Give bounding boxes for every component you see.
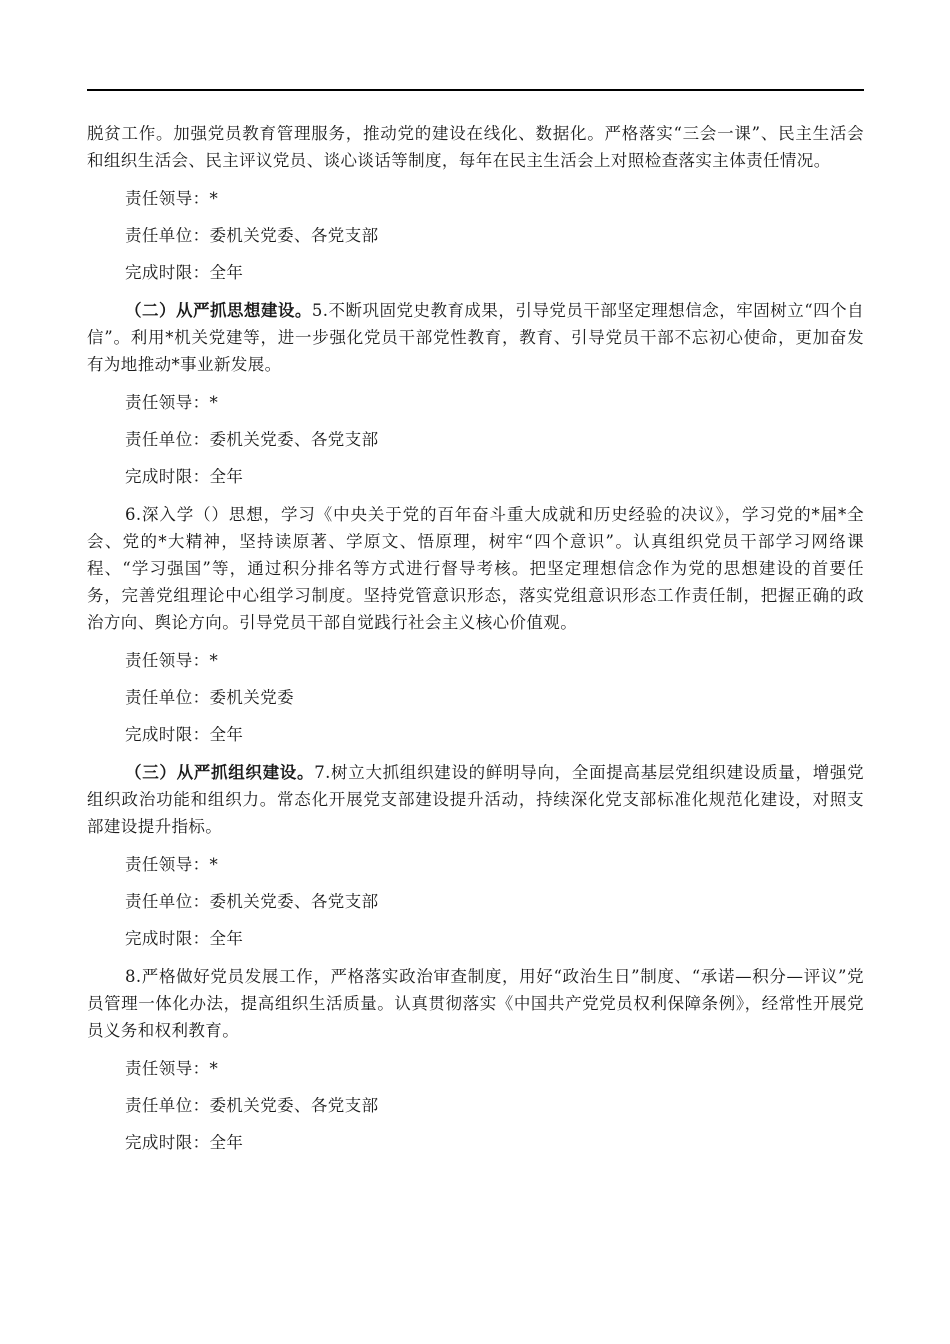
paragraph (87, 759, 864, 840)
responsible-leader: 责任领导：* (125, 189, 219, 208)
paragraph: 脱贫工作。加强党员教育管理服务，推动党的建设在线化、数据化。严格落实“三会一课”、民主生活会和组织生活会、民主评议党员、谈心谈话等制度，每年在民主生活会上对照检查落实主体责任情况。 (87, 124, 864, 170)
deadline: 完成时限：全年 (125, 467, 244, 486)
section-heading: （三）从严抓组织建设。 (125, 763, 315, 782)
responsible-leader: 责任领导：* (125, 855, 219, 874)
responsible-leader: 责任领导：* (125, 1059, 219, 1078)
paragraph-text: 7.树立大抓组织建设的鲜明导向，全面提高基层党组织建设质量，增强党组织政治功能和组织力。常态化开展党支部建设提升活动，持续深化党支部标准化规范化建设，对照支部建设提升指标。 (87, 763, 864, 836)
responsible-unit: 责任单位：委机关党委、各党支部 (125, 430, 379, 449)
deadline: 完成时限：全年 (125, 263, 244, 282)
paragraph (87, 297, 864, 378)
header-rule (87, 89, 864, 91)
paragraph-text: 5.不断巩固党史教育成果，引导党员干部坚定理想信念，牢固树立“四个自信”。利用*机关党建等，进一步强化党员干部党性教育，教育、引导党员干部不忘初心使命，更加奋发有为地推动*事业新发展。 (87, 301, 865, 374)
responsible-unit: 责任单位：委机关党委、各党支部 (125, 226, 379, 245)
responsible-unit: 责任单位：委机关党委 (125, 688, 294, 707)
responsible-leader: 责任领导：* (125, 393, 219, 412)
responsible-unit: 责任单位：委机关党委、各党支部 (125, 892, 379, 911)
deadline: 完成时限：全年 (125, 929, 244, 948)
document-body (87, 120, 864, 1167)
deadline: 完成时限：全年 (125, 725, 244, 744)
paragraph: 8.严格做好党员发展工作，严格落实政治审查制度，用好“政治生日”制度、“承诺—积分—评议”党员管理一体化办法，提高组织生活质量。认真贯彻落实《中国共产党党员权利保障条例》，经常性开展党员义务和权利教育。 (87, 967, 864, 1040)
responsible-unit: 责任单位：委机关党委、各党支部 (125, 1096, 379, 1115)
section-heading: （二）从严抓思想建设。 (125, 301, 312, 320)
responsible-leader: 责任领导：* (125, 651, 219, 670)
paragraph: 6.深入学（）思想，学习《中央关于党的百年奋斗重大成就和历史经验的决议》，学习党的*届*全会、党的*大精神，坚持读原著、学原文、悟原理，树牢“四个意识”。认真组织党员干部学习网络课程、“学习强国”等，通过积分排名等方式进行督导考核。把坚定理想信念作为党的思想建设的首要任务，完善党组理论中心组学习制度。坚持党管意识形态，落实党组意识形态工作责任制，把握正确的政治方向、舆论方向。引导党员干部自觉践行社会主义核心价值观。 (87, 505, 864, 632)
deadline: 完成时限：全年 (125, 1133, 244, 1152)
